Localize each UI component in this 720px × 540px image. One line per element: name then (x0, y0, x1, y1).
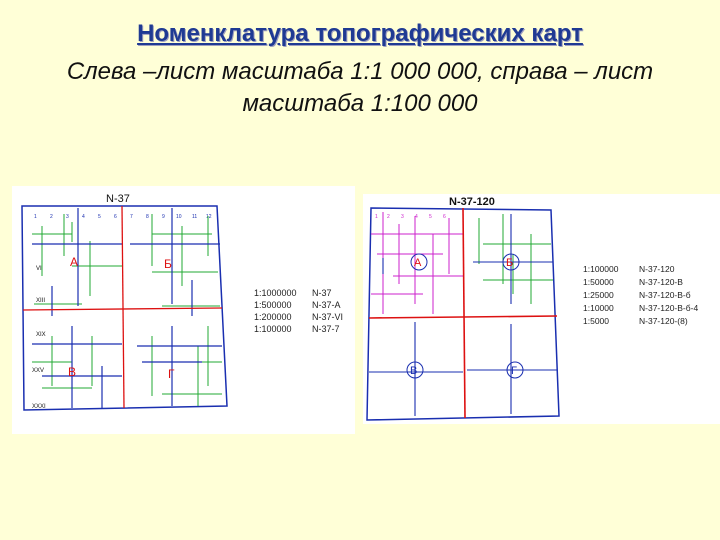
quadrant-g-label: Г (511, 365, 517, 377)
svg-text:5: 5 (98, 214, 101, 220)
hundred-thousand-scale-table (583, 264, 698, 326)
quadrant-b-label: Б (506, 257, 514, 269)
scale-row-scale: 1:200000 (254, 312, 292, 322)
svg-text:6: 6 (443, 214, 446, 220)
scale-row-scale: 1:10000 (583, 303, 614, 313)
million-sheet-label: N-37 (106, 193, 130, 205)
svg-text:4: 4 (415, 214, 418, 220)
svg-text:2: 2 (50, 214, 53, 220)
scale-row-scale: 1:5000 (583, 316, 609, 326)
svg-text:5: 5 (429, 214, 432, 220)
roman-label-vi: VI (36, 266, 42, 272)
svg-text:4: 4 (82, 214, 85, 220)
roman-label-xxv: XXV (32, 368, 45, 374)
svg-text:10: 10 (176, 214, 182, 220)
scale-row-code: N-37-VI (312, 312, 344, 322)
scale-row-scale: 1:50000 (583, 277, 614, 287)
svg-text:3: 3 (66, 214, 69, 220)
scale-row-code: N-37-120-В (639, 277, 683, 287)
page-title: Номенклатура топографических карт (137, 20, 583, 47)
svg-text:6: 6 (114, 214, 117, 220)
svg-text:11: 11 (192, 214, 198, 220)
svg-text:9: 9 (162, 214, 165, 220)
scale-row-scale: 1:500000 (254, 300, 292, 310)
roman-label-xiii: XIII (36, 298, 46, 304)
svg-text:7: 7 (130, 214, 133, 220)
quadrant-b-label: Б (164, 257, 172, 271)
roman-label-xix: XIX (36, 332, 46, 338)
svg-text:1: 1 (375, 214, 378, 220)
million-sheet-panel (12, 186, 355, 434)
scale-row-scale: 1:100000 (254, 324, 292, 334)
quadrant-v-label: В (68, 365, 77, 379)
scale-row-code: N-37-120-В-б-4 (639, 303, 699, 313)
scale-row-scale: 1:100000 (583, 264, 619, 274)
scale-row-code: N-37-120-В-б (639, 290, 691, 300)
svg-text:12: 12 (206, 214, 212, 220)
scale-row-code: N-37-120 (639, 264, 675, 274)
svg-text:3: 3 (401, 214, 404, 220)
million-sheet-map (12, 186, 355, 434)
scale-row-scale: 1:25000 (583, 290, 614, 300)
roman-label-xxxi: XXXI (32, 404, 46, 410)
svg-text:2: 2 (387, 214, 390, 220)
scale-row-code: N-37-А (312, 300, 341, 310)
quadrant-a-label: А (414, 257, 422, 269)
svg-text:8: 8 (146, 214, 149, 220)
hundred-thousand-sheet-label: N-37-120 (449, 196, 495, 208)
quadrant-a-label: А (70, 255, 79, 269)
scale-row-code: N-37-7 (312, 324, 340, 334)
hundred-thousand-sheet-map (363, 194, 720, 424)
hundred-thousand-sheet-panel (363, 194, 720, 424)
scale-row-scale: 1:1000000 (254, 288, 297, 298)
scale-row-code: N-37-120-(8) (639, 316, 688, 326)
million-scale-table (254, 288, 343, 334)
scale-row-code: N-37 (312, 288, 332, 298)
svg-text:1: 1 (34, 214, 37, 220)
quadrant-v-label: В (410, 365, 418, 377)
page-subtitle: Слева –лист масштаба 1:1 000 000, справа – лист масштаба 1:100 000 (66, 58, 654, 117)
quadrant-g-label: Г (168, 367, 175, 381)
